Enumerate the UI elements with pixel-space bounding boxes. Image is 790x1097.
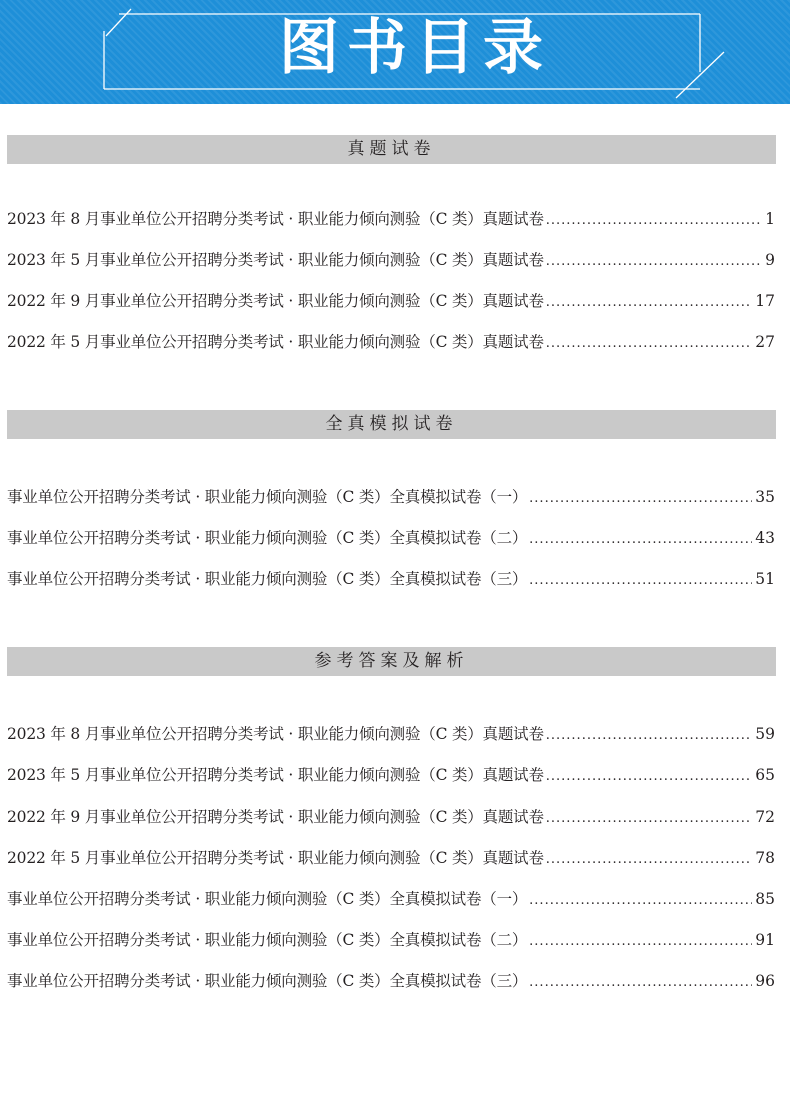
toc-page-number: 78 bbox=[755, 849, 775, 867]
toc-entry-title: 2023 年 8 月事业单位公开招聘分类考试 · 职业能力倾向测验（C 类）真题试卷 bbox=[7, 725, 544, 743]
toc-leader-dots bbox=[546, 291, 753, 315]
toc-leader-dots bbox=[529, 569, 752, 593]
toc-entry-title: 2023 年 5 月事业单位公开招聘分类考试 · 职业能力倾向测验（C 类）真题试卷 bbox=[7, 766, 544, 784]
toc-entry[interactable] bbox=[7, 763, 775, 787]
toc-entry-title: 2022 年 5 月事业单位公开招聘分类考试 · 职业能力倾向测验（C 类）真题试卷 bbox=[7, 849, 544, 867]
toc-leader-dots bbox=[546, 848, 753, 872]
toc-entry[interactable] bbox=[7, 207, 775, 231]
toc-entry[interactable] bbox=[7, 969, 775, 993]
toc-leader-dots bbox=[529, 487, 752, 511]
toc-entry[interactable] bbox=[7, 567, 775, 591]
toc-entry[interactable] bbox=[7, 248, 775, 272]
toc-entry-title: 事业单位公开招聘分类考试 · 职业能力倾向测验（C 类）全真模拟试卷（一） bbox=[7, 488, 528, 506]
toc-page-number: 91 bbox=[755, 931, 775, 949]
toc-leader-dots bbox=[529, 528, 752, 552]
toc-entry-title: 事业单位公开招聘分类考试 · 职业能力倾向测验（C 类）全真模拟试卷（二） bbox=[7, 931, 528, 949]
toc-leader-dots bbox=[546, 209, 762, 233]
toc-leader-dots bbox=[546, 332, 753, 356]
toc-entry[interactable] bbox=[7, 928, 775, 952]
toc-page-number: 17 bbox=[755, 292, 775, 310]
toc-leader-dots bbox=[546, 250, 762, 274]
toc-page-number: 27 bbox=[755, 333, 775, 351]
toc-page-number: 43 bbox=[755, 529, 775, 547]
toc-entry[interactable] bbox=[7, 289, 775, 313]
toc-entry-title: 事业单位公开招聘分类考试 · 职业能力倾向测验（C 类）全真模拟试卷（一） bbox=[7, 890, 528, 908]
toc-entry-title: 事业单位公开招聘分类考试 · 职业能力倾向测验（C 类）全真模拟试卷（三） bbox=[7, 570, 528, 588]
toc-entry-title: 2023 年 8 月事业单位公开招聘分类考试 · 职业能力倾向测验（C 类）真题试卷 bbox=[7, 210, 544, 228]
toc-page-number: 72 bbox=[755, 808, 775, 826]
toc-page-number: 85 bbox=[755, 890, 775, 908]
toc-entry-title: 2022 年 9 月事业单位公开招聘分类考试 · 职业能力倾向测验（C 类）真题试卷 bbox=[7, 292, 544, 310]
toc-entry-title: 2022 年 5 月事业单位公开招聘分类考试 · 职业能力倾向测验（C 类）真题试卷 bbox=[7, 333, 544, 351]
toc-leader-dots bbox=[529, 971, 752, 995]
toc-entry-title: 事业单位公开招聘分类考试 · 职业能力倾向测验（C 类）全真模拟试卷（三） bbox=[7, 972, 528, 990]
toc-entry[interactable] bbox=[7, 846, 775, 870]
toc-page-number: 35 bbox=[755, 488, 775, 506]
toc-entry[interactable] bbox=[7, 887, 775, 911]
section-header-mock-exams: 全真模拟试卷 bbox=[7, 410, 776, 439]
toc-entry[interactable] bbox=[7, 330, 775, 354]
header-banner bbox=[0, 0, 790, 104]
toc-leader-dots bbox=[529, 930, 752, 954]
toc-page-number: 65 bbox=[755, 766, 775, 784]
toc-entry-title: 2022 年 9 月事业单位公开招聘分类考试 · 职业能力倾向测验（C 类）真题试卷 bbox=[7, 808, 544, 826]
toc-entry[interactable] bbox=[7, 722, 775, 746]
toc-leader-dots bbox=[529, 889, 752, 913]
toc-page-number: 96 bbox=[755, 972, 775, 990]
toc-entry[interactable] bbox=[7, 805, 775, 829]
toc-page-number: 51 bbox=[755, 570, 775, 588]
section-header-real-exams: 真题试卷 bbox=[7, 135, 776, 164]
page-title: 图书目录 bbox=[279, 13, 551, 83]
toc-entry-title: 2023 年 5 月事业单位公开招聘分类考试 · 职业能力倾向测验（C 类）真题试卷 bbox=[7, 251, 544, 269]
toc-leader-dots bbox=[546, 807, 753, 831]
toc-page-number: 59 bbox=[755, 725, 775, 743]
toc-page-number: 1 bbox=[765, 210, 775, 228]
toc-leader-dots bbox=[546, 724, 753, 748]
section-header-answers: 参考答案及解析 bbox=[7, 647, 776, 676]
toc-leader-dots bbox=[546, 765, 753, 789]
toc-page-number: 9 bbox=[765, 251, 775, 269]
toc-entry[interactable] bbox=[7, 526, 775, 550]
toc-entry[interactable] bbox=[7, 485, 775, 509]
toc-entry-title: 事业单位公开招聘分类考试 · 职业能力倾向测验（C 类）全真模拟试卷（二） bbox=[7, 529, 528, 547]
